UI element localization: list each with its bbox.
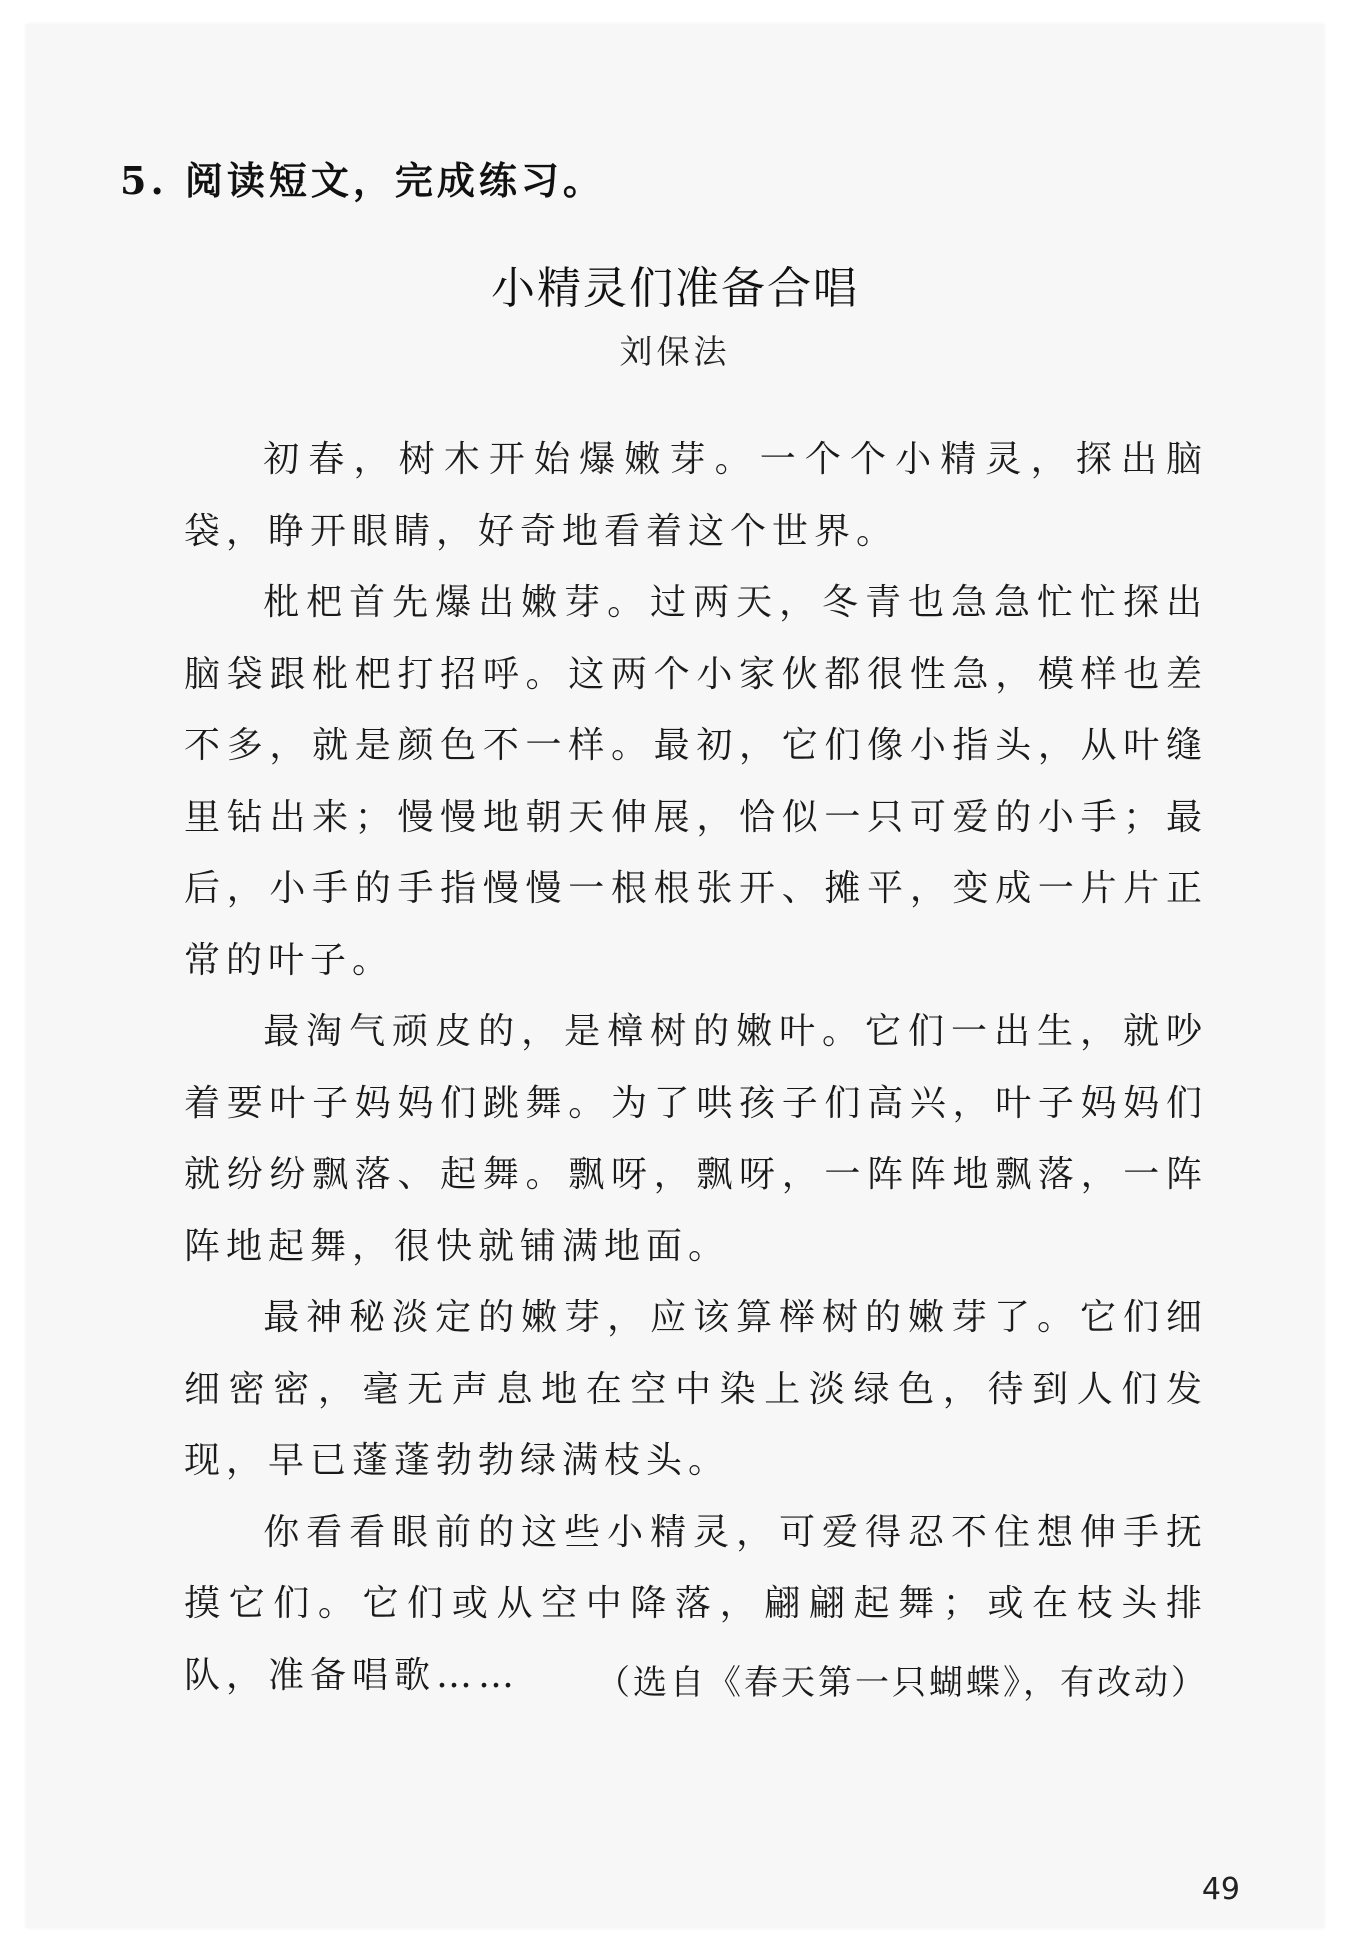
- paragraph: 你看看眼前的这些小精灵，可爱得忍不住想伸手抚摸它们。它们或从空中降落，翩翩起舞；或在枝头排队，准备唱歌……: [184, 1511, 1208, 1696]
- paragraph: 最神秘淡定的嫩芽，应该算榉树的嫩芽了。它们细细密密，毫无声息地在空中染上淡绿色，待到人们发现，早已蓬蓬勃勃绿满枝头。: [184, 1297, 1208, 1481]
- question-heading: 5. 阅读短文，完成练习。: [120, 158, 605, 203]
- source-citation: （选自《春天第一只蝴蝶》，有改动）: [596, 1663, 1208, 1703]
- story-title: 小精灵们准备合唱: [491, 263, 859, 314]
- paragraph: 最淘气顽皮的，是樟树的嫩叶。它们一出生，就吵着要叶子妈妈们跳舞。为了哄孩子们高兴，叶子妈妈们就纷纷飘落、起舞。飘呀，飘呀，一阵阵地飘落，一阵阵地起舞，很快就铺满地面。: [184, 1011, 1208, 1267]
- story-body: [184, 424, 1208, 1711]
- page-number: 49: [1201, 1872, 1240, 1907]
- paragraph: 枇杷首先爆出嫩芽。过两天，冬青也急急忙忙探出脑袋跟枇杷打招呼。这两个小家伙都很性急，模样也差不多，就是颜色不一样。最初，它们像小指头，从叶缝里钻出来；慢慢地朝天伸展，恰似一只可爱的小手；最后，小手的手指慢慢一根根张开、摊平，变成一片片正常的叶子。: [184, 582, 1208, 981]
- story-author: 刘保法: [619, 332, 731, 371]
- paragraph: 初春，树木开始爆嫩芽。一个个小精灵，探出脑袋，睁开眼睛，好奇地看着这个世界。: [184, 439, 1208, 552]
